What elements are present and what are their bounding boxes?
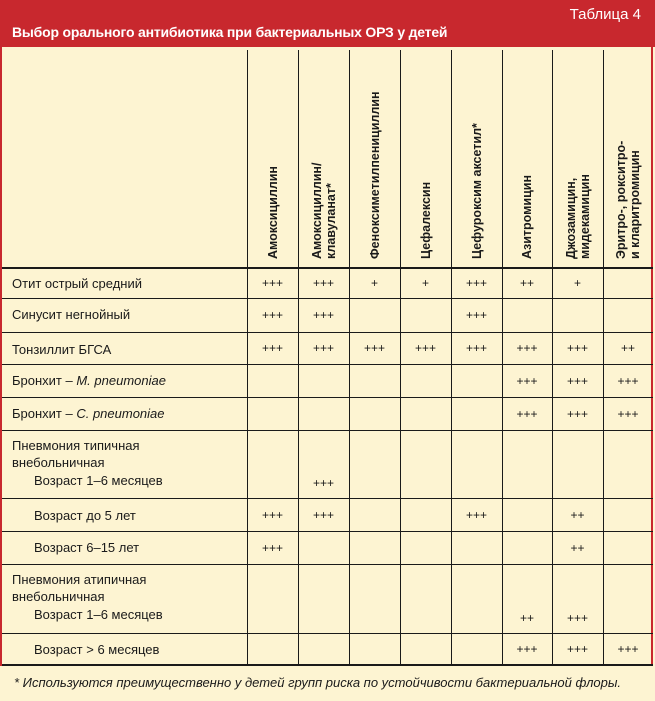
column-header-line: Цефалексин xyxy=(418,181,433,259)
column-header-line: Феноксиметилпенициллин xyxy=(367,91,382,259)
rating-cell: +++ xyxy=(566,406,589,421)
column-header-line: клавуланат* xyxy=(323,183,338,259)
rating-cell: +++ xyxy=(516,406,538,421)
rating-cell: ++ xyxy=(519,275,534,290)
row-divider xyxy=(2,531,653,532)
rating-cell: +++ xyxy=(261,341,284,355)
row-label-text: Бронхит – xyxy=(12,373,77,388)
table-title: Выбор орального антибиотика при бактериальных ОРЗ у детей xyxy=(12,24,448,40)
column-divider xyxy=(552,50,553,664)
row-label: Возраст 6–15 лет xyxy=(34,540,140,555)
row-label-line: Пневмония типичная xyxy=(12,438,140,453)
pathogen-name: C. pneumoniae xyxy=(76,406,165,421)
column-divider xyxy=(502,50,503,664)
rating-cell: +++ xyxy=(566,373,589,388)
row-label: Тонзиллит БГСА xyxy=(12,342,112,357)
rating-cell: +++ xyxy=(617,406,639,421)
rating-cell: +++ xyxy=(566,641,589,656)
column-header xyxy=(520,175,534,259)
column-header xyxy=(470,123,484,259)
row-label-line: внебольничная xyxy=(12,589,105,604)
column-header xyxy=(614,141,642,259)
row-label: Отит острый средний xyxy=(12,276,142,291)
rating-cell: + xyxy=(573,275,581,290)
column-header-line: мидекамицин xyxy=(577,174,592,259)
row-divider xyxy=(2,664,653,666)
row-label xyxy=(12,571,163,623)
column-header-line: и кларитромицин xyxy=(628,150,642,259)
column-divider xyxy=(298,50,299,664)
column-header xyxy=(419,182,433,259)
table-number: Таблица 4 xyxy=(569,6,641,23)
rating-cell: ++ xyxy=(519,611,534,625)
rating-cell: +++ xyxy=(566,341,589,355)
row-label xyxy=(12,372,166,389)
rating-cell: +++ xyxy=(516,341,538,355)
rating-cell: +++ xyxy=(312,308,335,322)
rating-cell: +++ xyxy=(261,507,284,522)
rating-cell: +++ xyxy=(465,308,488,322)
column-header xyxy=(266,166,280,259)
rating-cell: ++ xyxy=(620,341,635,355)
row-divider xyxy=(2,633,653,634)
row-divider xyxy=(2,430,653,431)
rating-cell: + xyxy=(370,275,378,290)
row-divider xyxy=(2,364,653,365)
column-header-line: Цефуроксим аксетил* xyxy=(469,123,484,259)
rating-cell: +++ xyxy=(516,641,538,656)
rating-cell: +++ xyxy=(312,275,335,290)
row-label-text: Бронхит – xyxy=(12,406,77,421)
rating-cell: +++ xyxy=(465,341,488,355)
row-label-line: внебольничная xyxy=(12,455,105,470)
footnote: * Используются преимущественно у детей групп риска по устойчивости бактериальной флоры. xyxy=(14,675,622,690)
column-header-line: Эритро-, рокситро- xyxy=(614,140,628,259)
row-label-line: Возраст 1–6 месяцев xyxy=(34,607,163,622)
column-header xyxy=(564,174,592,259)
row-label xyxy=(12,437,163,489)
row-divider xyxy=(2,564,653,565)
rating-cell: +++ xyxy=(465,275,488,290)
rating-cell: +++ xyxy=(312,507,335,522)
rating-cell: +++ xyxy=(312,341,335,355)
row-label-line: Возраст 1–6 месяцев xyxy=(34,473,163,488)
column-header-line: Амоксициллин/ xyxy=(309,162,324,259)
column-divider xyxy=(247,50,248,664)
rating-cell: +++ xyxy=(516,373,538,388)
table-header xyxy=(0,0,655,47)
column-divider xyxy=(349,50,350,664)
row-label: Возраст до 5 лет xyxy=(34,508,136,523)
rating-cell: +++ xyxy=(363,341,386,355)
rating-cell: +++ xyxy=(465,507,488,522)
column-header-line: Джозамицин, xyxy=(563,177,578,259)
column-header xyxy=(368,91,382,259)
column-header-line: Амоксициллин xyxy=(265,166,280,259)
rating-cell: +++ xyxy=(261,540,284,555)
rating-cell: ++ xyxy=(570,507,585,522)
row-divider xyxy=(2,298,653,299)
rating-cell: +++ xyxy=(312,476,335,490)
rating-cell: +++ xyxy=(566,611,589,625)
rating-cell: +++ xyxy=(617,373,639,388)
row-label-line: Пневмония атипичная xyxy=(12,572,147,587)
row-label: Синусит негнойный xyxy=(12,307,131,322)
row-divider xyxy=(2,397,653,398)
column-divider xyxy=(451,50,452,664)
row-divider xyxy=(2,332,653,333)
rating-cell: +++ xyxy=(261,308,284,322)
column-divider xyxy=(603,50,604,664)
header-divider xyxy=(2,267,653,269)
column-divider xyxy=(400,50,401,664)
column-header xyxy=(310,163,338,259)
rating-cell: ++ xyxy=(570,540,585,555)
rating-cell: +++ xyxy=(617,641,639,656)
row-divider xyxy=(2,498,653,499)
rating-cell: +++ xyxy=(414,341,437,355)
rating-cell: +++ xyxy=(261,275,284,290)
pathogen-name: M. pneumoniae xyxy=(76,373,166,388)
column-header-line: Азитромицин xyxy=(520,174,534,259)
row-label xyxy=(12,405,165,422)
row-label: Возраст > 6 месяцев xyxy=(34,642,160,657)
rating-cell: + xyxy=(421,275,429,290)
